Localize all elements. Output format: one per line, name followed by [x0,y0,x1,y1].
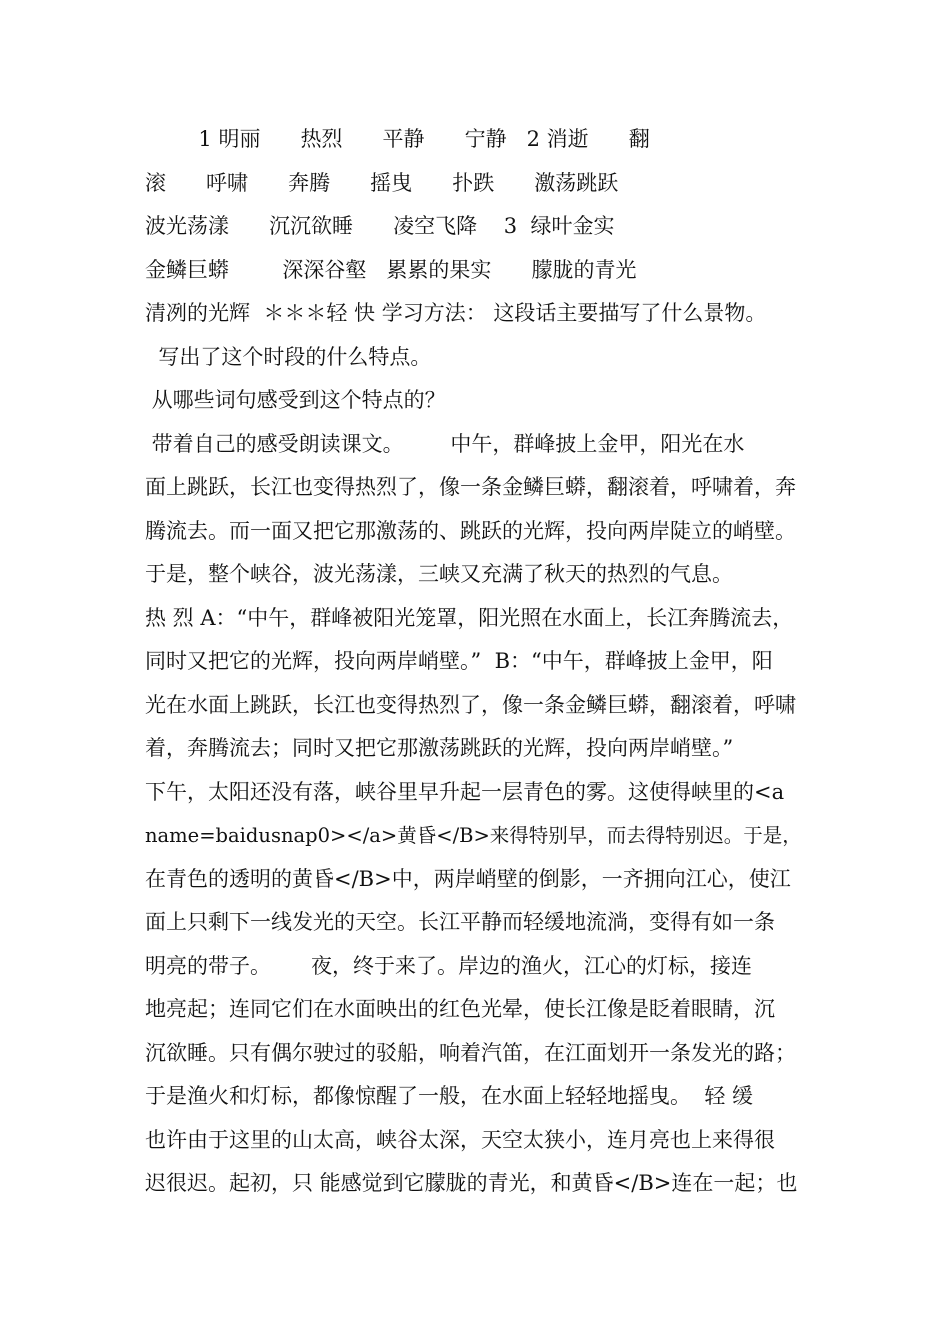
text-line: 从哪些词句感受到这个特点的？ [145,388,446,412]
document-body [145,118,810,1206]
text-line: 带着自己的感受朗读课文。 中午，群峰披上金甲，阳光在水 [145,431,745,456]
text-line: 腾流去。而一面又把它那激荡的、跳跃的光辉，投向两岸陡立的峭壁。 [145,518,796,543]
text-line: 面上跳跃，长江也变得热烈了，像一条金鳞巨蟒，翻滚着，呼啸着，奔 [145,475,796,499]
text-line: 迟很迟。起初，只 能感觉到它朦胧的青光，和黄昏</B>连在一起；也 [145,1171,798,1195]
text-line: 写出了这个时段的什么特点。 [145,344,432,369]
text-line: 于是渔火和灯标，都像惊醒了一般，在水面上轻轻地摇曳。 轻 缓 [145,1084,754,1108]
text-line: 于是，整个峡谷，波光荡漾，三峡又充满了秋天的热烈的气息。 [145,562,733,586]
text-line: 下午，太阳还没有落，峡谷里早升起一层青色的雾。这使得峡里的<a [145,779,785,804]
text-line: 面上只剩下一线发光的天空。长江平静而轻缓地流淌，变得有如一条 [145,910,775,934]
text-line: 清冽的光辉 ＊＊＊轻 快 学习方法： 这段话主要描写了什么景物。 [145,301,767,325]
text-line: 波光荡漾 沉沉欲睡 凌空飞降 3 绿叶金实 [145,214,615,238]
text-line: 也许由于这里的山太高，峡谷太深，天空太狭小，连月亮也上来得很 [145,1127,775,1152]
text-line: 沉欲睡。只有偶尔驶过的驳船，响着汽笛，在江面划开一条发光的路； [145,1040,796,1065]
text-line: 1 明丽 热烈 平静 宁静 2 消逝 翻 [145,127,650,151]
text-line: 热 烈 A：“中午，群峰被阳光笼罩，阳光照在水面上，长江奔腾流去， [145,605,794,630]
text-line: 光在水面上跳跃，长江也变得热烈了，像一条金鳞巨蟒，翻滚着，呼啸 [145,692,796,717]
text-line: 金鳞巨蟒 深深谷壑 累累的果实 朦胧的青光 [145,257,637,282]
text-line: 滚 呼啸 奔腾 摇曳 扑跌 激荡跳跃 [145,170,619,195]
text-line: 明亮的带子。 夜，终于来了。岸边的渔火，江心的灯标，接连 [145,953,753,978]
text-line: name=baidusnap0></a>黄昏</B>来得特别早，而去得特别迟。于是， [145,824,802,847]
text-line: 在青色的透明的黄昏</B>中，两岸峭壁的倒影，一齐拥向江心，使江 [145,866,791,891]
text-line: 同时又把它的光辉，投向两岸峭壁。” B：“中午，群峰披上金甲，阳 [145,649,773,673]
text-line: 着，奔腾流去；同时又把它那激荡跳跃的光辉，投向两岸峭壁。” [145,736,734,760]
text-line: 地亮起；连同它们在水面映出的红色光晕，使长江像是眨着眼睛，沉 [145,997,775,1021]
